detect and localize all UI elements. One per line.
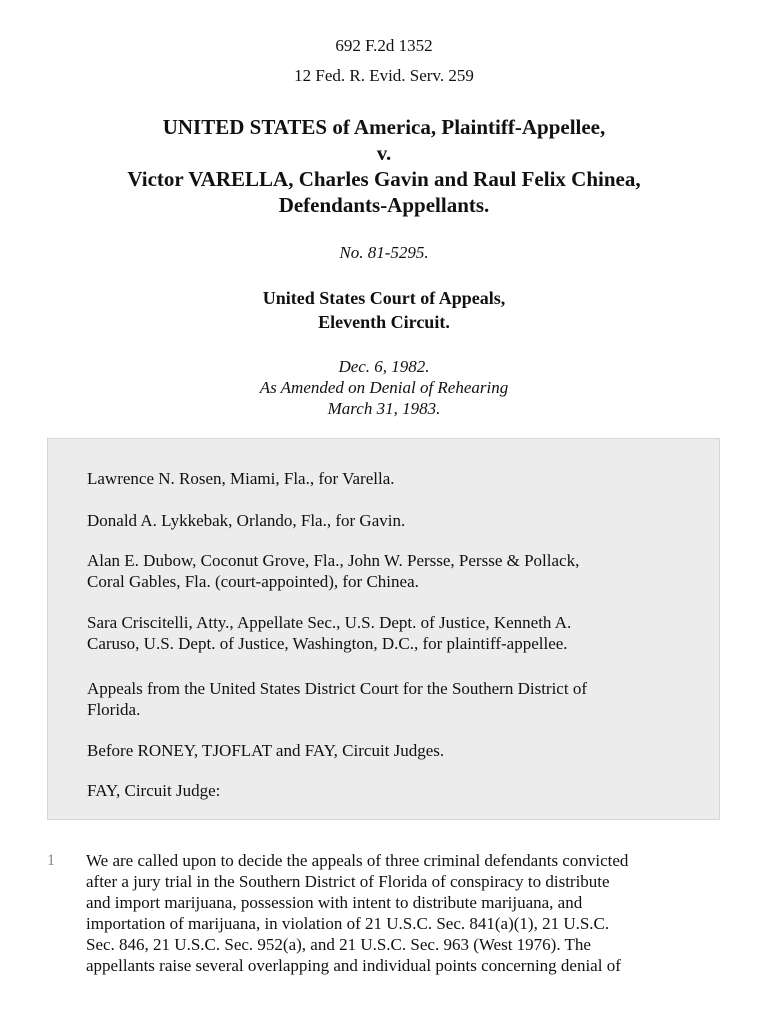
- opinion-line: importation of marijuana, in violation of 21 U.S.C. Sec. 841(a)(1), 21 U.S.C.: [86, 914, 610, 933]
- counsel-panel: [47, 438, 720, 820]
- paragraph-number: 1: [47, 852, 55, 869]
- evidence-citation: 12 Fed. R. Evid. Serv. 259: [294, 66, 474, 85]
- appeal-origin: [87, 678, 687, 720]
- opinion-line: We are called upon to decide the appeals of three criminal defendants convicted: [86, 851, 629, 870]
- defendants-line: Victor VARELLA, Charles Gavin and Raul Felix Chinea,: [127, 167, 641, 191]
- appeal-origin-line2: Florida.: [87, 700, 141, 719]
- opinion-paragraph: [86, 850, 722, 976]
- opinion-line: Sec. 846, 21 U.S.C. Sec. 952(a), and 21 U.S.C. Sec. 963 (West 1976). The: [86, 935, 591, 954]
- counsel-chinea-line2: Coral Gables, Fla. (court-appointed), for Chinea.: [87, 572, 419, 591]
- court-name: [0, 286, 768, 334]
- counsel-varella: Lawrence N. Rosen, Miami, Fla., for Varella.: [87, 469, 395, 488]
- amended-date: March 31, 1983.: [327, 399, 441, 418]
- opinion-line: appellants raise several overlapping and individual points concerning denial of: [86, 956, 621, 975]
- counsel-government-line2: Caruso, U.S. Dept. of Justice, Washington, D.C., for plaintiff-appellee.: [87, 634, 568, 653]
- counsel-government-line1: Sara Criscitelli, Atty., Appellate Sec., U.S. Dept. of Justice, Kenneth A.: [87, 613, 572, 632]
- opinion-line: and import marijuana, possession with intent to distribute marijuana, and: [86, 893, 583, 912]
- judges-panel: Before RONEY, TJOFLAT and FAY, Circuit Judges.: [87, 741, 445, 760]
- counsel-chinea: [87, 550, 687, 592]
- counsel-government: [87, 612, 687, 654]
- docket-number: No. 81-5295.: [339, 243, 429, 262]
- court-name-line1: United States Court of Appeals,: [262, 288, 506, 308]
- decision-dates: [0, 356, 768, 419]
- opinion-line: after a jury trial in the Southern District of Florida of conspiracy to distribute: [86, 872, 610, 891]
- reporter-citation: 692 F.2d 1352: [335, 36, 433, 55]
- case-caption: [0, 114, 768, 218]
- counsel-chinea-line1: Alan E. Dubow, Coconut Grove, Fla., John W. Persse, Persse & Pollack,: [87, 551, 580, 570]
- plaintiff-line: UNITED STATES of America, Plaintiff-Appellee,: [162, 115, 606, 139]
- opinion-author: FAY, Circuit Judge:: [87, 781, 221, 800]
- counsel-gavin: Donald A. Lykkebak, Orlando, Fla., for Gavin.: [87, 511, 406, 530]
- defendants-role-line: Defendants-Appellants.: [278, 193, 490, 217]
- amended-note: As Amended on Denial of Rehearing: [259, 378, 509, 397]
- versus-line: v.: [376, 141, 392, 165]
- appeal-origin-line1: Appeals from the United States District Court for the Southern District of: [87, 679, 587, 698]
- court-name-line2: Eleventh Circuit.: [318, 312, 450, 332]
- decided-date: Dec. 6, 1982.: [338, 357, 430, 376]
